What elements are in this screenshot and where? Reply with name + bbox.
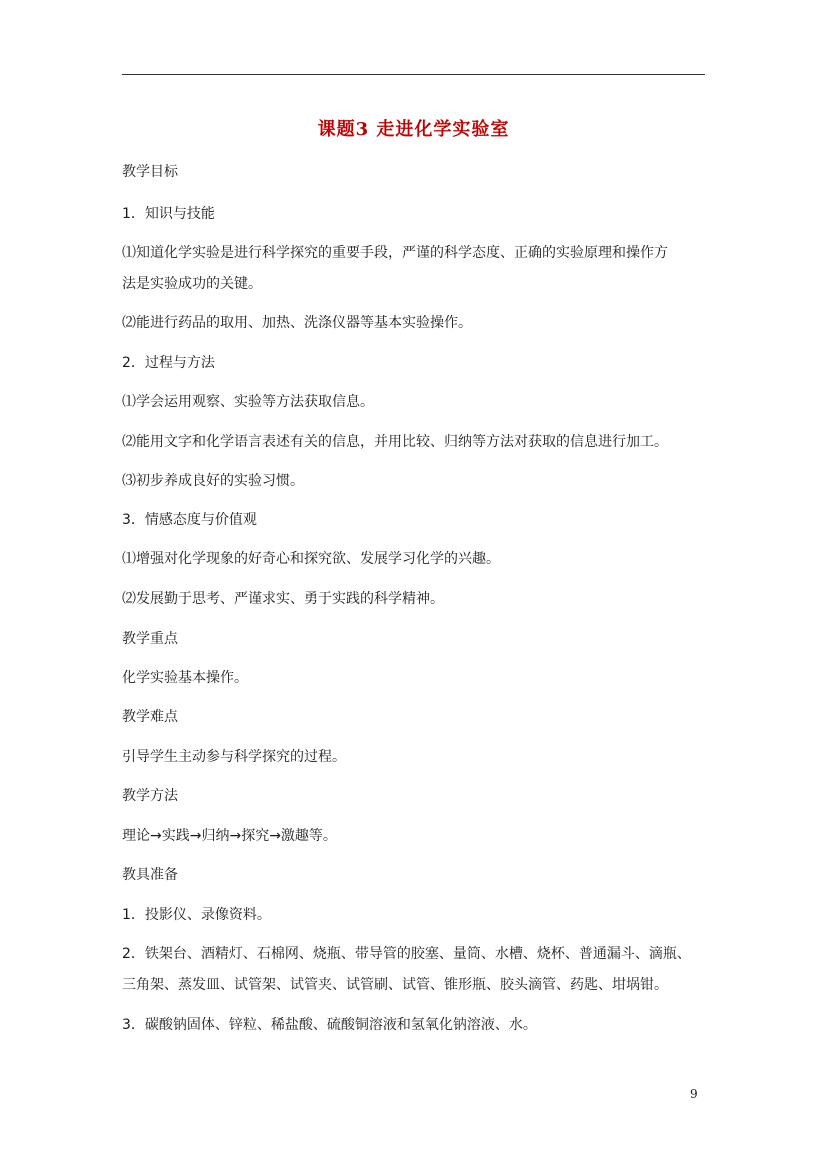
paragraph-line: 2．铁架台、酒精灯、石棉网、烧瓶、带导管的胶塞、量筒、水槽、烧杯、普通漏斗、滴瓶、 [122,946,691,962]
paragraph-line: ⑴知道化学实验是进行科学探究的重要手段，严谨的科学态度、正确的实验原理和操作方 [122,245,668,261]
subheading-knowledge-skills: 1．知识与技能 [122,206,215,222]
paragraph-line: ⑵发展勤于思考、严谨求实、勇于实践的科学精神。 [122,591,444,607]
paragraph-line: 3．碳酸钠固体、锌粒、稀盐酸、硫酸铜溶液和氢氧化钠溶液、水。 [122,1017,537,1033]
paragraph-line: ⑴学会运用观察、实验等方法获取信息。 [122,394,374,410]
heading-teaching-method: 教学方法 [122,788,178,804]
paragraph-line: 化学实验基本操作。 [122,670,248,686]
header-rule [122,74,705,75]
lesson-title: 课题3 走进化学实验室 [317,119,510,140]
paragraph-line: 法是实验成功的关键。 [122,276,262,292]
page-number: 9 [690,1087,698,1101]
subheading-process-method: 2．过程与方法 [122,355,215,371]
heading-teaching-difficulty: 教学难点 [122,709,178,725]
paragraph-line: ⑶初步养成良好的实验习惯。 [122,473,304,489]
heading-teaching-aids: 教具准备 [122,867,178,883]
paragraph-line: ⑴增强对化学现象的好奇心和探究欲、发展学习化学的兴趣。 [122,551,500,567]
paragraph-line: ⑵能进行药品的取用、加热、洗涤仪器等基本实验操作。 [122,315,472,331]
subheading-emotion-values: 3．情感态度与价值观 [122,512,257,528]
paragraph-line: 引导学生主动参与科学探究的过程。 [122,749,346,765]
paragraph-line: ⑵能用文字和化学语言表述有关的信息，并用比较、归纳等方法对获取的信息进行加工。 [122,434,668,450]
paragraph-line: 三角架、蒸发皿、试管架、试管夹、试管刷、试管、锥形瓶、胶头滴管、药匙、坩埚钳。 [122,977,668,993]
heading-teaching-focus: 教学重点 [122,631,178,647]
paragraph-line: 1．投影仪、录像资料。 [122,907,271,923]
paragraph-line: 理论→实践→归纳→探究→激趣等。 [122,828,337,844]
heading-teaching-objectives: 教学目标 [122,164,178,180]
